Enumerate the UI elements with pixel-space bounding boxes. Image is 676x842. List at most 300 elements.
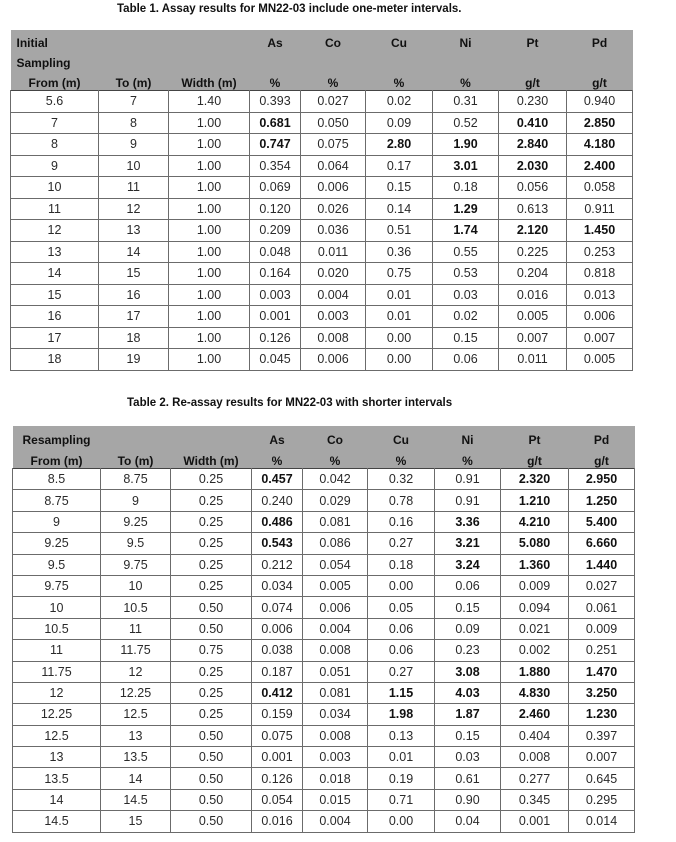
header-cell: [301, 50, 366, 70]
table-cell: 0.009: [501, 575, 569, 596]
table-cell: 0.001: [252, 747, 303, 768]
table-cell: 0.50: [171, 789, 252, 810]
table-cell: 0.230: [499, 91, 567, 113]
table-cell: 1.40: [169, 91, 250, 113]
table-cell: 0.094: [501, 597, 569, 618]
table-cell: 0.03: [435, 747, 501, 768]
table-cell: 1.00: [169, 198, 250, 220]
table-cell: 0.011: [499, 349, 567, 371]
table-cell: 0.003: [301, 306, 366, 328]
table-cell: 10.5: [13, 618, 101, 639]
table-row: [11, 91, 633, 113]
header-cell: Pt: [499, 30, 567, 50]
table-cell: 1.880: [501, 661, 569, 682]
table-row: [11, 349, 633, 371]
table-cell: 1.00: [169, 155, 250, 177]
table-cell: 1.00: [169, 349, 250, 371]
table-cell: 0.015: [303, 789, 368, 810]
table-cell: 9: [101, 490, 171, 511]
table-cell: 3.08: [435, 661, 501, 682]
table-cell: 13.5: [101, 747, 171, 768]
table-cell: 0.31: [433, 91, 499, 113]
table-cell: 0.75: [171, 640, 252, 661]
table-cell: 0.034: [303, 704, 368, 725]
table-row: [11, 112, 633, 134]
table-cell: 0.06: [433, 349, 499, 371]
table-cell: 0.50: [171, 768, 252, 789]
table-cell: 1.00: [169, 263, 250, 285]
table-cell: 9.25: [13, 533, 101, 554]
table-cell: 1.15: [368, 682, 435, 703]
table-cell: 0.25: [171, 511, 252, 532]
table-cell: 0.52: [433, 112, 499, 134]
table-cell: 0.00: [368, 575, 435, 596]
table-cell: 13: [11, 241, 99, 263]
table-cell: 8: [99, 112, 169, 134]
table-cell: 9.75: [101, 554, 171, 575]
table-cell: 0.081: [303, 682, 368, 703]
table-cell: 0.005: [567, 349, 633, 371]
table-cell: 1.00: [169, 220, 250, 242]
table-cell: 1.250: [569, 490, 635, 511]
table-cell: 0.018: [303, 768, 368, 789]
table-cell: 0.50: [171, 597, 252, 618]
table-cell: 0.18: [433, 177, 499, 199]
table-cell: 0.16: [368, 511, 435, 532]
table-cell: 3.36: [435, 511, 501, 532]
table-cell: 0.13: [368, 725, 435, 746]
header-cell: As: [252, 426, 303, 447]
table-cell: 1.98: [368, 704, 435, 725]
table-cell: 0.042: [303, 469, 368, 490]
table-cell: 0.04: [435, 811, 501, 832]
table-cell: 0.25: [171, 682, 252, 703]
header-cell: Co: [301, 30, 366, 50]
table-cell: 0.75: [366, 263, 433, 285]
table-cell: 0.27: [368, 661, 435, 682]
table-row: [11, 220, 633, 242]
table-cell: 12.5: [101, 704, 171, 725]
header-cell: To (m): [99, 70, 169, 91]
table-cell: 4.180: [567, 134, 633, 156]
table-cell: 0.91: [435, 469, 501, 490]
table-cell: 12.25: [13, 704, 101, 725]
table-cell: 0.027: [569, 575, 635, 596]
table-cell: 0.212: [252, 554, 303, 575]
table-row: [13, 469, 635, 490]
table-row: [13, 490, 635, 511]
table-cell: 0.006: [301, 349, 366, 371]
table-cell: 0.002: [501, 640, 569, 661]
table-cell: 9: [13, 511, 101, 532]
table-cell: 1.00: [169, 284, 250, 306]
table-cell: 0.15: [366, 177, 433, 199]
table-cell: 14.5: [13, 811, 101, 832]
table-cell: 0.17: [366, 155, 433, 177]
table-cell: 0.09: [435, 618, 501, 639]
table-cell: 11.75: [101, 640, 171, 661]
table-cell: 1.87: [435, 704, 501, 725]
table-cell: 1.360: [501, 554, 569, 575]
header-cell: Pt: [501, 426, 569, 447]
table-cell: 0.240: [252, 490, 303, 511]
table-cell: 11: [11, 198, 99, 220]
table-cell: 4.830: [501, 682, 569, 703]
table-cell: 0.126: [250, 327, 301, 349]
table-row: [13, 661, 635, 682]
table-cell: 3.24: [435, 554, 501, 575]
header-cell: g/t: [499, 70, 567, 91]
table1-body: [11, 91, 633, 371]
table-cell: 0.005: [499, 306, 567, 328]
table-cell: 0.25: [171, 469, 252, 490]
table-cell: 0.645: [569, 768, 635, 789]
table-cell: 0.295: [569, 789, 635, 810]
table-cell: 0.051: [303, 661, 368, 682]
table-cell: 1.74: [433, 220, 499, 242]
table-row: [11, 327, 633, 349]
table-row: [13, 768, 635, 789]
table-cell: 0.412: [252, 682, 303, 703]
table-cell: 11: [99, 177, 169, 199]
table-cell: 0.008: [501, 747, 569, 768]
table-row: [13, 554, 635, 575]
table-cell: 0.164: [250, 263, 301, 285]
table-cell: 0.027: [301, 91, 366, 113]
table-cell: 0.15: [435, 597, 501, 618]
table-row: [13, 725, 635, 746]
table-cell: 0.038: [252, 640, 303, 661]
table-cell: 0.277: [501, 768, 569, 789]
table-cell: 0.940: [567, 91, 633, 113]
table-cell: 0.15: [435, 725, 501, 746]
table-cell: 10: [13, 597, 101, 618]
header-cell: g/t: [569, 447, 635, 469]
table-cell: 0.457: [252, 469, 303, 490]
table-cell: 0.61: [435, 768, 501, 789]
table-cell: 1.29: [433, 198, 499, 220]
table-cell: 10.5: [101, 597, 171, 618]
table-cell: 8.5: [13, 469, 101, 490]
table-cell: 0.01: [366, 284, 433, 306]
table2-header: [13, 426, 635, 469]
table-cell: 14: [11, 263, 99, 285]
table-cell: 0.008: [301, 327, 366, 349]
table-row: [11, 284, 633, 306]
header-cell: [366, 50, 433, 70]
header-cell: Pd: [569, 426, 635, 447]
table-cell: 0.120: [250, 198, 301, 220]
table-cell: 0.06: [368, 618, 435, 639]
table-cell: 9.25: [101, 511, 171, 532]
header-cell: [99, 30, 169, 50]
table-row: [11, 198, 633, 220]
table2-caption: Table 2. Re-assay results for MN22-03 with shorter intervals: [127, 397, 453, 409]
table-cell: 0.09: [366, 112, 433, 134]
table-cell: 0.001: [250, 306, 301, 328]
table-cell: 0.911: [567, 198, 633, 220]
table-cell: 1.00: [169, 327, 250, 349]
table-row: [13, 640, 635, 661]
header-cell: [169, 50, 250, 70]
header-cell: Width (m): [169, 70, 250, 91]
table-cell: 16: [11, 306, 99, 328]
table-cell: 0.048: [250, 241, 301, 263]
table-row: [13, 747, 635, 768]
table-cell: 0.03: [433, 284, 499, 306]
table-cell: 0.19: [368, 768, 435, 789]
table-cell: 10: [101, 575, 171, 596]
header-cell: g/t: [567, 70, 633, 91]
table-row: [11, 241, 633, 263]
table-cell: 14: [13, 789, 101, 810]
header-cell: From (m): [13, 447, 101, 469]
table-cell: 1.450: [567, 220, 633, 242]
table-cell: 12: [101, 661, 171, 682]
table-cell: 0.25: [171, 575, 252, 596]
table-cell: 0.90: [435, 789, 501, 810]
table-cell: 2.80: [366, 134, 433, 156]
table-cell: 0.354: [250, 155, 301, 177]
table2-body: [13, 469, 635, 833]
table-cell: 0.486: [252, 511, 303, 532]
table-cell: 0.543: [252, 533, 303, 554]
table-cell: 0.06: [368, 640, 435, 661]
table-cell: 0.001: [501, 811, 569, 832]
header-cell: From (m): [11, 70, 99, 91]
table-cell: 15: [11, 284, 99, 306]
table-cell: 1.230: [569, 704, 635, 725]
table-cell: 12: [11, 220, 99, 242]
table-cell: 0.016: [252, 811, 303, 832]
table-cell: 1.210: [501, 490, 569, 511]
table-cell: 17: [99, 306, 169, 328]
header-cell: [171, 426, 252, 447]
table-cell: 19: [99, 349, 169, 371]
table-cell: 0.71: [368, 789, 435, 810]
table1-header-row1: [11, 30, 633, 50]
table-cell: 0.747: [250, 134, 301, 156]
table-cell: 0.069: [250, 177, 301, 199]
table-cell: 3.21: [435, 533, 501, 554]
table-cell: 6.660: [569, 533, 635, 554]
table-cell: 10: [99, 155, 169, 177]
table-cell: 0.06: [435, 575, 501, 596]
header-cell: [250, 50, 301, 70]
table-cell: 18: [99, 327, 169, 349]
header-cell: %: [252, 447, 303, 469]
table-cell: 0.054: [303, 554, 368, 575]
table-cell: 7: [11, 112, 99, 134]
table-cell: 0.78: [368, 490, 435, 511]
table-cell: 2.030: [499, 155, 567, 177]
table1-assay-results: [10, 30, 633, 371]
table-cell: 0.006: [303, 597, 368, 618]
table-cell: 0.404: [501, 725, 569, 746]
table-cell: 0.004: [303, 811, 368, 832]
table-cell: 0.53: [433, 263, 499, 285]
header-cell: Width (m): [171, 447, 252, 469]
header-cell: %: [435, 447, 501, 469]
table2-header-row2: [13, 447, 635, 469]
table1-header-row2: [11, 50, 633, 70]
table-cell: 0.075: [301, 134, 366, 156]
table-cell: 0.02: [433, 306, 499, 328]
table-row: [13, 575, 635, 596]
table-cell: 10: [11, 177, 99, 199]
table-cell: 0.054: [252, 789, 303, 810]
table-cell: 0.014: [569, 811, 635, 832]
table-cell: 0.187: [252, 661, 303, 682]
table-cell: 0.021: [501, 618, 569, 639]
table-cell: 0.25: [171, 661, 252, 682]
table-cell: 0.05: [368, 597, 435, 618]
table-cell: 12.5: [13, 725, 101, 746]
table-cell: 2.320: [501, 469, 569, 490]
table-cell: 0.23: [435, 640, 501, 661]
table-cell: 0.818: [567, 263, 633, 285]
table-cell: 0.007: [499, 327, 567, 349]
header-cell: [499, 50, 567, 70]
table-cell: 2.850: [567, 112, 633, 134]
table-cell: 16: [99, 284, 169, 306]
table-cell: 0.004: [301, 284, 366, 306]
table-cell: 0.15: [433, 327, 499, 349]
table-cell: 11.75: [13, 661, 101, 682]
table-cell: 0.345: [501, 789, 569, 810]
table-cell: 9.5: [101, 533, 171, 554]
table-cell: 0.25: [171, 554, 252, 575]
table1-caption: Table 1. Assay results for MN22-03 include one-meter intervals.: [117, 3, 462, 15]
table-cell: 0.020: [301, 263, 366, 285]
table-cell: 0.159: [252, 704, 303, 725]
table-cell: 0.25: [171, 490, 252, 511]
table-cell: 0.00: [366, 349, 433, 371]
table-cell: 2.120: [499, 220, 567, 242]
table-cell: 0.016: [499, 284, 567, 306]
table-row: [13, 704, 635, 725]
table-cell: 1.00: [169, 112, 250, 134]
table-cell: 0.225: [499, 241, 567, 263]
table1-header: [11, 30, 633, 91]
table-cell: 0.204: [499, 263, 567, 285]
table-cell: 12: [99, 198, 169, 220]
table-cell: 1.00: [169, 306, 250, 328]
table-cell: 15: [101, 811, 171, 832]
table-cell: 0.27: [368, 533, 435, 554]
table-cell: 0.013: [567, 284, 633, 306]
table-cell: 0.613: [499, 198, 567, 220]
table-cell: 0.18: [368, 554, 435, 575]
table-cell: 0.50: [171, 725, 252, 746]
header-cell: Pd: [567, 30, 633, 50]
table-cell: 0.50: [171, 618, 252, 639]
table-cell: 0.061: [569, 597, 635, 618]
table-cell: 0.026: [301, 198, 366, 220]
table-cell: 0.008: [303, 725, 368, 746]
table-cell: 0.007: [569, 747, 635, 768]
table-cell: 2.840: [499, 134, 567, 156]
table-cell: 3.250: [569, 682, 635, 703]
header-cell: [101, 426, 171, 447]
table-row: [13, 618, 635, 639]
table-cell: 8: [11, 134, 99, 156]
table-cell: 7: [99, 91, 169, 113]
table-cell: 14: [101, 768, 171, 789]
table-cell: 0.91: [435, 490, 501, 511]
table-cell: 8.75: [101, 469, 171, 490]
table-cell: 0.14: [366, 198, 433, 220]
table-cell: 2.460: [501, 704, 569, 725]
table-row: [13, 789, 635, 810]
table-cell: 5.6: [11, 91, 99, 113]
table-cell: 9.5: [13, 554, 101, 575]
table-cell: 0.006: [567, 306, 633, 328]
table-cell: 13: [101, 725, 171, 746]
table-cell: 1.470: [569, 661, 635, 682]
table-cell: 0.32: [368, 469, 435, 490]
table-cell: 0.01: [366, 306, 433, 328]
table-row: [13, 811, 635, 832]
table-cell: 0.55: [433, 241, 499, 263]
table-row: [13, 682, 635, 703]
table-row: [11, 263, 633, 285]
table-row: [11, 155, 633, 177]
table-cell: 0.51: [366, 220, 433, 242]
table-cell: 5.400: [569, 511, 635, 532]
header-cell: %: [303, 447, 368, 469]
table-cell: 0.050: [301, 112, 366, 134]
header-cell: [433, 50, 499, 70]
table-cell: 0.253: [567, 241, 633, 263]
table-cell: 18: [11, 349, 99, 371]
table-cell: 0.058: [567, 177, 633, 199]
table-cell: 0.02: [366, 91, 433, 113]
table-cell: 0.003: [250, 284, 301, 306]
table-cell: 1.00: [169, 134, 250, 156]
table-cell: 0.081: [303, 511, 368, 532]
table-cell: 0.209: [250, 220, 301, 242]
table-cell: 0.034: [252, 575, 303, 596]
table-cell: 0.00: [368, 811, 435, 832]
table-cell: 0.00: [366, 327, 433, 349]
table-cell: 14.5: [101, 789, 171, 810]
table-cell: 0.064: [301, 155, 366, 177]
table2-reassay-results: [12, 426, 635, 833]
table-cell: 0.075: [252, 725, 303, 746]
table-cell: 0.004: [303, 618, 368, 639]
table-cell: 9: [99, 134, 169, 156]
table-cell: 0.006: [301, 177, 366, 199]
header-cell: [99, 50, 169, 70]
table-cell: 15: [99, 263, 169, 285]
table-cell: 0.005: [303, 575, 368, 596]
table-cell: 0.126: [252, 768, 303, 789]
header-cell: [169, 30, 250, 50]
table-row: [13, 511, 635, 532]
table-cell: 0.006: [252, 618, 303, 639]
header-cell: Ni: [433, 30, 499, 50]
header-cell: g/t: [501, 447, 569, 469]
table2-header-row1: [13, 426, 635, 447]
header-cell: Co: [303, 426, 368, 447]
table-cell: 0.011: [301, 241, 366, 263]
table-cell: 0.056: [499, 177, 567, 199]
table-cell: 14: [99, 241, 169, 263]
table-cell: 0.01: [368, 747, 435, 768]
table-cell: 11: [101, 618, 171, 639]
table-cell: 13: [13, 747, 101, 768]
